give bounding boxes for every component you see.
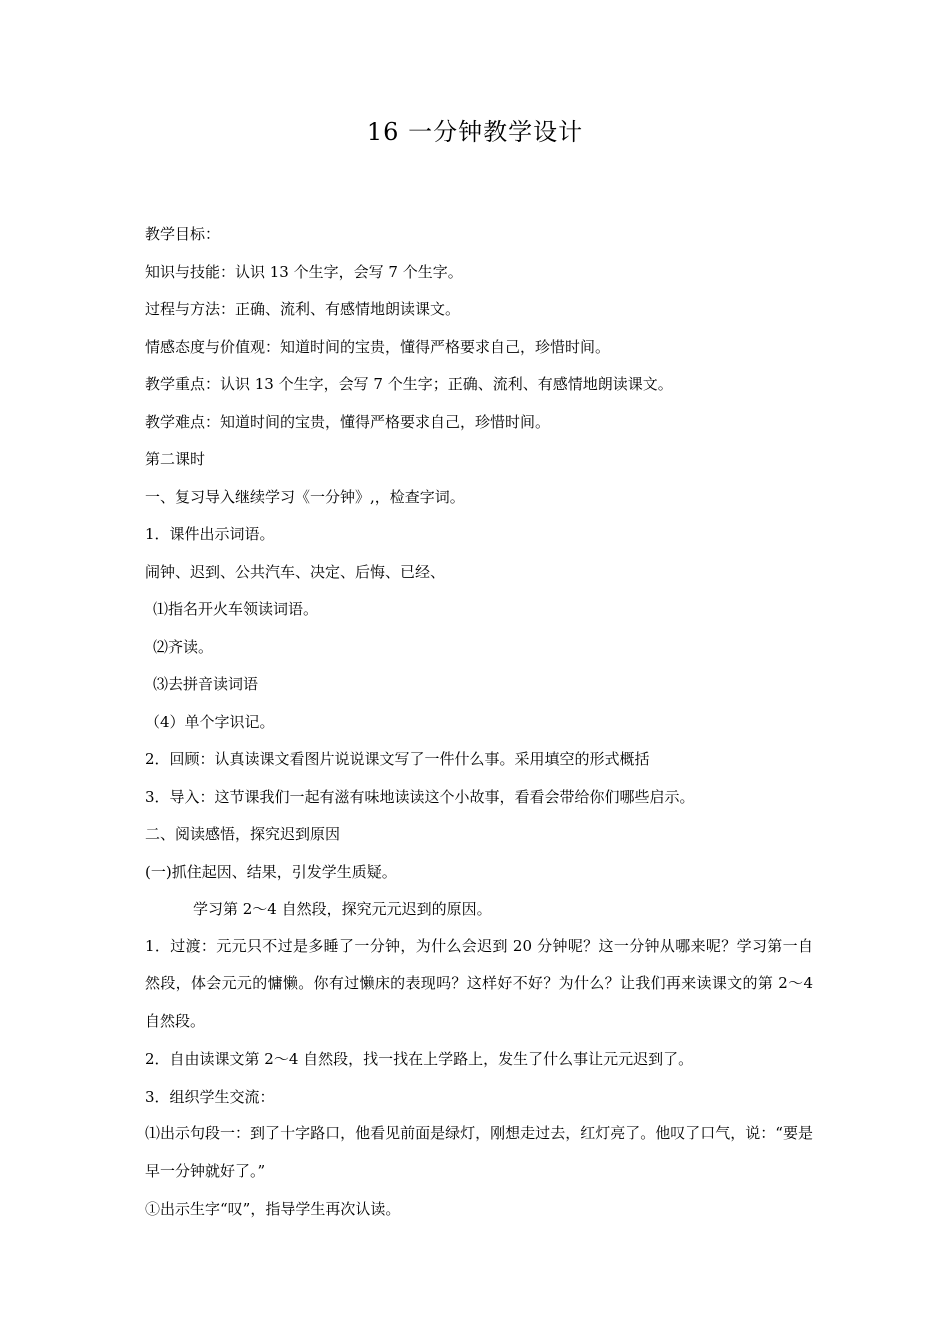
teaching-goals-heading: 教学目标： <box>145 225 221 243</box>
section-one-heading: 一、复习导入继续学习《一分钟》,，检查字词。 <box>145 487 465 506</box>
document-title: 16 一分钟教学设计 <box>366 118 584 146</box>
difficulty-line: 教学难点：知道时间的宝贵，懂得严格要求自己，珍惜时间。 <box>145 412 551 431</box>
sentence-one-paragraph: ⑴出示句段一：到了十字路口，他看见前面是绿灯，刚想走过去，红灯亮了。他叹了口气，说：“要是早一分钟就好了。” <box>145 1124 813 1180</box>
subsection-one-heading: (一)抓住起因、结果，引发学生质疑。 <box>145 862 397 881</box>
vocabulary-words-line: 闹钟、迟到、公共汽车、决定、后悔、已经、 <box>145 562 446 581</box>
study-paragraphs-line: 学习第 2～4 自然段，探究元元迟到的原因。 <box>193 900 492 918</box>
section-two-heading: 二、阅读感悟，探究迟到原因 <box>145 825 341 843</box>
key-points-line: 教学重点：认识 13 个生字，会写 7 个生字；正确、流利、有感情地朗读课文。 <box>145 375 673 393</box>
document-body <box>145 224 813 1227</box>
step-3-line: 3．导入：这节课我们一起有滋有味地读读这个小故事，看看会带给你们哪些启示。 <box>145 787 695 806</box>
knowledge-skills-line: 知识与技能：认识 13 个生字，会写 7 个生字。 <box>145 262 463 281</box>
process-method-line: 过程与方法：正确、流利、有感情地朗读课文。 <box>145 300 461 318</box>
new-character-line: ①出示生字“叹”，指导学生再次认读。 <box>145 1200 401 1218</box>
transition-paragraph: 1．过渡：元元只不过是多睡了一分钟，为什么会迟到 20 分钟呢？这一分钟从哪来呢？学习第一自然段，体会元元的慵懒。你有过懒床的表现吗？这样好不好？为什么？让我们再来读课文的第 2～4 自然段。 <box>145 936 813 1030</box>
substep-4-line: （4）单个字识记。 <box>145 712 275 731</box>
free-reading-line: 2．自由读课文第 2～4 自然段，找一找在上学路上，发生了什么事让元元迟到了。 <box>145 1050 694 1068</box>
substep-3-line: ⑶去拼音读词语 <box>153 675 259 693</box>
step-1-line: 1．课件出示词语。 <box>145 525 275 543</box>
substep-1-line: ⑴指名开火车领读词语。 <box>153 600 319 618</box>
attitude-values-line: 情感态度与价值观：知道时间的宝贵，懂得严格要求自己，珍惜时间。 <box>145 337 611 356</box>
student-exchange-line: 3．组织学生交流： <box>145 1087 275 1106</box>
step-2-line: 2．回顾：认真读课文看图片说说课文写了一件什么事。采用填空的形式概括 <box>145 750 650 768</box>
lesson-period-heading: 第二课时 <box>145 450 206 468</box>
substep-2-line: ⑵齐读。 <box>153 637 214 656</box>
